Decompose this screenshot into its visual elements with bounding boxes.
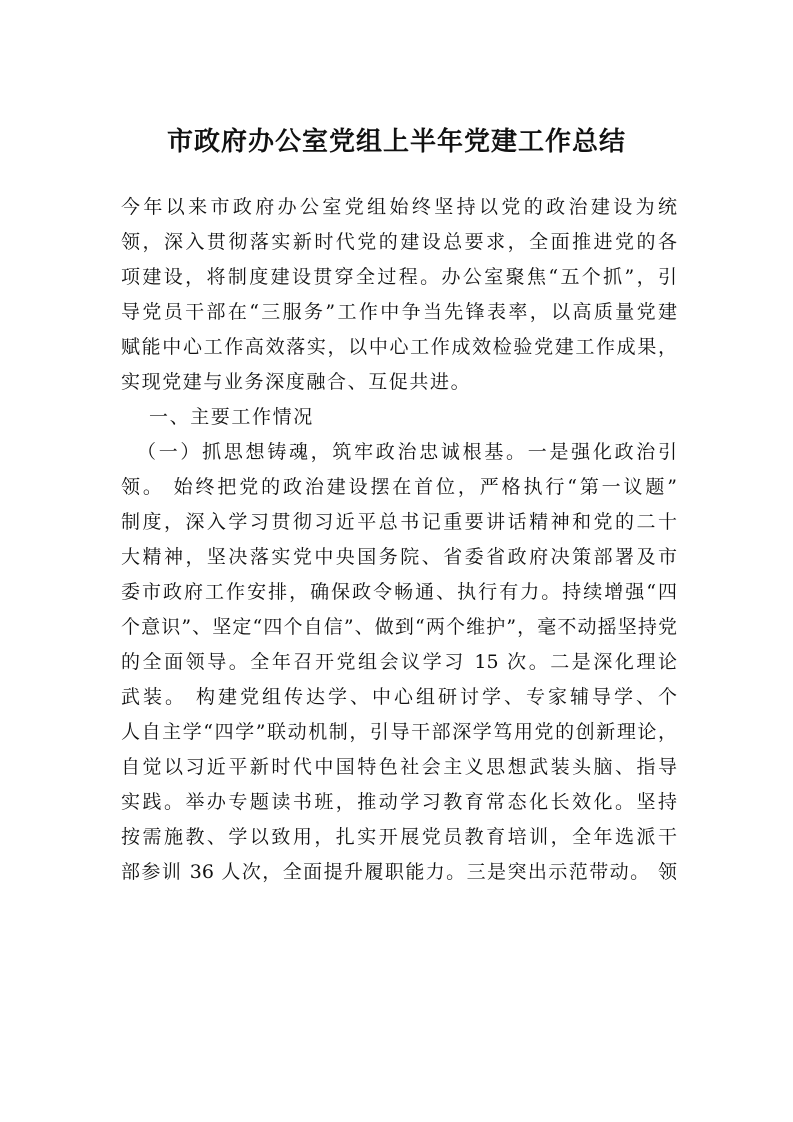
paragraph-line: 领，深入贯彻落实新时代党的建设总要求，全面推进党的各 [121, 231, 677, 253]
paragraph-line: 导党员干部在“三服务”工作中争当先锋表率，以高质量党建 [121, 301, 677, 323]
paragraph-line: 按需施教、学以致用，扎实开展党员教育培训，全年选派干 [121, 826, 677, 848]
paragraph-line: 赋能中心工作高效落实，以中心工作成效检验党建工作成果， [121, 336, 677, 358]
paragraph-line: 项建设，将制度建设贯穿全过程。办公室聚焦“五个抓”，引 [121, 266, 677, 288]
paragraph-line: 大精神，坚决落实党中央国务院、省委省政府决策部署及市 [121, 546, 677, 568]
paragraph-line: 实现党建与业务深度融合、互促共进。 [121, 371, 472, 393]
paragraph-line: 人自主学“四学”联动机制，引导干部深学笃用党的创新理论， [121, 721, 677, 743]
document-title: 市政府办公室党组上半年党建工作总结 [166, 127, 626, 157]
subsection-line: （一）抓思想铸魂，筑牢政治忠诚根基。一是强化政治引 [137, 441, 677, 463]
paragraph-line: 武装。 构建党组传达学、中心组研讨学、专家辅导学、个 [121, 686, 677, 708]
paragraph-line: 今年以来市政府办公室党组始终坚持以党的政治建设为统 [121, 196, 677, 218]
paragraph-line: 制度，深入学习贯彻习近平总书记重要讲话精神和党的二十 [121, 511, 677, 533]
paragraph-line: 个意识”、坚定“四个自信”、做到“两个维护”，毫不动摇坚持党 [121, 616, 677, 638]
paragraph-line: 的全面领导。全年召开党组会议学习 15 次。二是深化理论 [121, 651, 677, 673]
paragraph-line: 自觉以习近平新时代中国特色社会主义思想武装头脑、指导 [121, 756, 677, 778]
paragraph-line: 领。 始终把党的政治建设摆在首位，严格执行“第一议题” [121, 476, 677, 498]
document-body [121, 190, 677, 890]
paragraph-line: 实践。举办专题读书班，推动学习教育常态化长效化。坚持 [121, 791, 677, 813]
paragraph-line: 部参训 36 人次，全面提升履职能力。三是突出示范带动。 领 [121, 861, 677, 883]
section-heading: 一、主要工作情况 [149, 406, 314, 428]
paragraph-line: 委市政府工作安排，确保政令畅通、执行有力。持续增强“四 [121, 581, 677, 603]
